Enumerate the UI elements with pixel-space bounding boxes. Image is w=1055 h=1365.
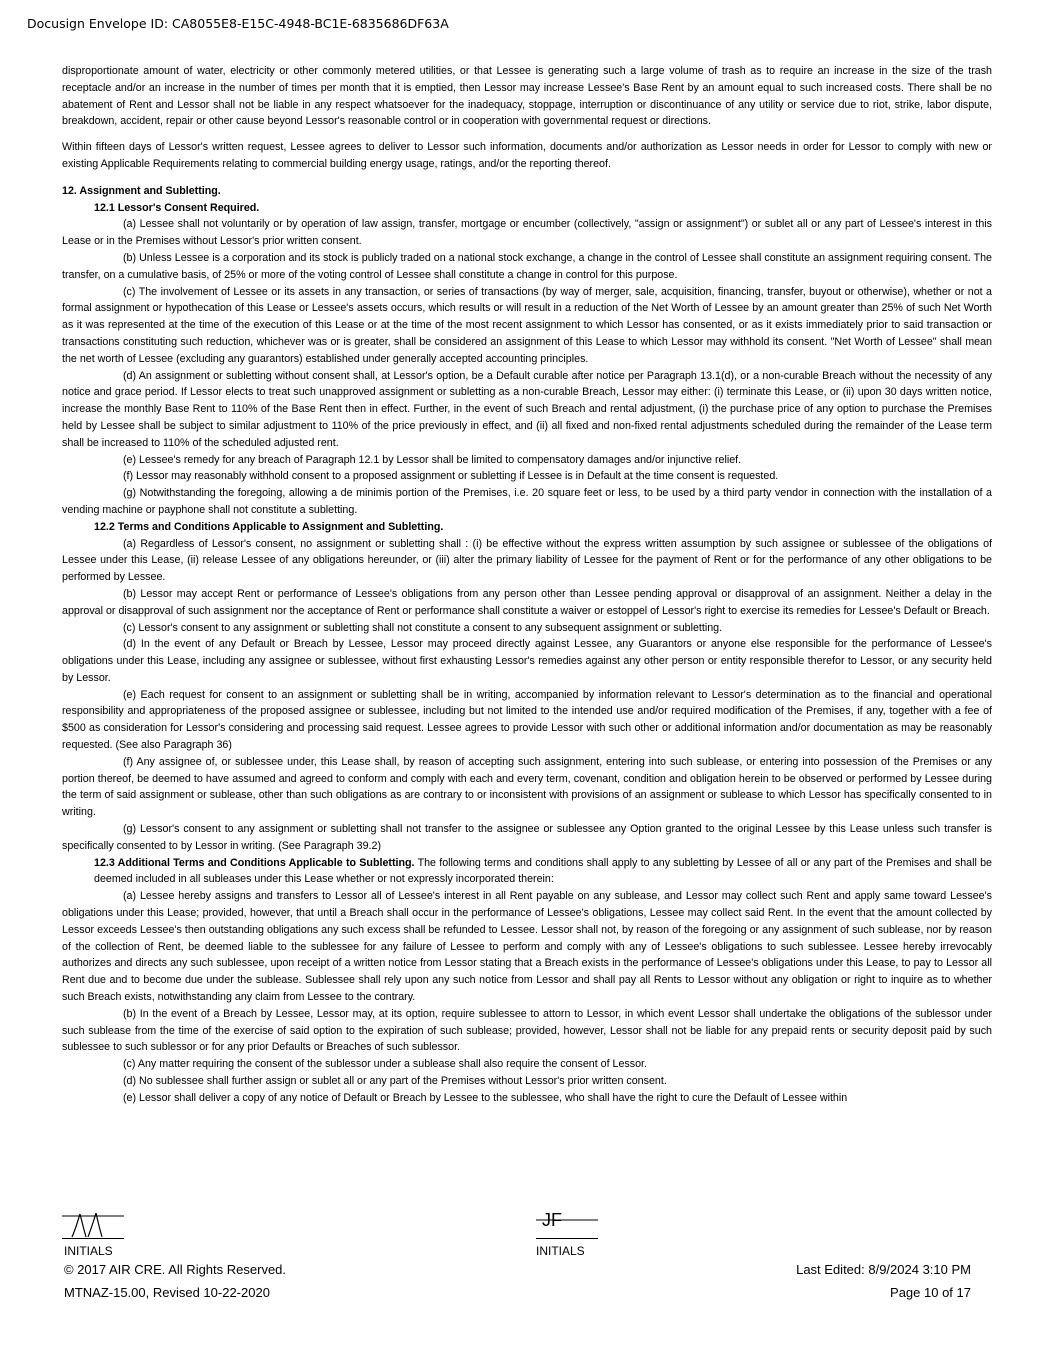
initials-signature-left [62,1208,124,1238]
section-12-3-c: (c) Any matter requiring the consent of the sublessor under a sublease shall also require the consent of Lessor. [123,1058,647,1071]
section-12-2-b: (b) Lessor may accept Rent or performance of Lessee's obligations from any person other than Lessee pending approval or disapproval of an assignment. Neither a delay in the approval or disapproval of such assignment nor the acceptance of Rent or performance shall constitute a waiver or estoppel of Lessor's right to exercise its remedies for Lessee's Default or Breach. [62,587,992,617]
section-12-1-heading: 12.1 Lessor's Consent Required. [94,201,260,214]
section-12-3-e: (e) Lessor shall deliver a copy of any notice of Default or Breach by Lessee to the sublessee, who shall have the right to cure the Default of Lessee within [123,1091,848,1104]
section-12-2-d: (d) In the event of any Default or Breach by Lessee, Lessor may proceed directly against Lessee, any Guarantors or anyone else responsible for the performance of Lessee's obligations under this Lease, including any assignee or sublessee, without first exhausting Lessor's remedies against any other person or entity responsible therefor to Lessor, or any security held by Lessor. [62,638,992,684]
section-12-1-e: (e) Lessee's remedy for any breach of Paragraph 12.1 by Lessor shall be limited to compensatory damages and/or injunctive relief. [123,453,742,466]
section-12-3-a: (a) Lessee hereby assigns and transfers to Lessor all of Lessee's interest in all Rent payable on any sublease, and Lessor may collect such Rent and apply same toward Lessee's obligations under this Lease; provided, however, that until a Breach shall occur in the performance of Lessee's obligations, Lessee may collect said Rent. In the event that the amount collected by Lessor exceeds Lessee's then outstanding obligations any such excess shall be refunded to Lessee. Lessor shall not, by reason of the foregoing or any assignment of such sublease, nor by reason of the collection of Rent, be deemed liable to the sublessee for any failure of Lessee to perform and comply with any of Lessee's obligations to such sublessee. Lessee hereby irrevocably authorizes and directs any such sublessee, upon receipt of a written notice from Lessor stating that a Breach exists in the performance of Lessee's obligations under this Lease, to pay to Lessor all Rent due and to become due under the sublease. Sublessee shall rely upon any such notice from Lessor and shall pay all Rents to Lessor without any obligation or right to inquire as to whether such Breach exists, notwithstanding any claim from Lessee to the contrary. [62,890,992,1004]
section-12-1-b: (b) Unless Lessee is a corporation and its stock is publicly traded on a national stock exchange, a change in the control of Lessee shall constitute an assignment requiring consent. The transfer, on a cumulative basis, of 25% or more of the voting control of Lessee shall constitute a change in control for this purpose. [62,251,992,281]
form-id-text: MTNAZ-15.00, Revised 10-22-2020 [64,1285,270,1300]
section-12-2-g: (g) Lessor's consent to any assignment or subletting shall not transfer to the assignee or sublessee any Option granted to the original Lessee by this Lease unless such transfer is specifically consented to by Lessor in writing. (See Paragraph 39.2) [62,823,992,852]
section-12-3-paragraph [62,855,992,889]
section-12-3-b: (b) In the event of a Breach by Lessee, Lessor may, at its option, require sublessee to attorn to Lessor, in which event Lessor shall undertake the obligations of the sublessor under such sublease from the time of the exercise of said option to the expiration of such sublease; provided, however, Lessor shall not be liable for any prepaid rents or security deposit paid by such sublessee to such sublessor or for any prior Defaults or Breaches of such sublessor. [62,1007,992,1054]
paragraph-intro: disproportionate amount of water, electricity or other commonly metered utilities, or that Lessee is generating such a large volume of trash as to require an increase in the size of the trash receptacle and/or an increase in the number of times per month that it is emptied, then Lessor may increase Lessee's Base Rent by an amount equal to such increased costs. There shall be no abatement of Rent and Lessor shall not be liable in any respect whatsoever for the inadequacy, stoppage, interruption or discontinuance of any utility or service due to riot, strike, labor dispute, breakdown, accident, repair or other cause beyond Lessor's reasonable control or in cooperation with governmental request or directions. [62,65,992,128]
section-12-1-d: (d) An assignment or subletting without consent shall, at Lessor's option, be a Default curable after notice per Paragraph 13.1(d), or a non-curable Breach without the necessity of any notice and grace period. If Lessor elects to treat such unapproved assignment or subletting as a non-curable Breach, Lessor may either: (i) terminate this Lease, or (ii) upon 30 days written notice, increase the monthly Base Rent to 110% of the Base Rent then in effect. Further, in the event of such Breach and rental adjustment, (i) the purchase price of any option to purchase the Premises held by Lessee shall be subject to similar adjustment to 110% of the price previously in effect, and (ii) all fixed and non-fixed rental adjustments scheduled during the remainder of the Lease term shall be increased to 110% of the scheduled adjusted rent. [62,369,992,449]
document-body [62,63,992,1107]
section-12-2-e: (e) Each request for consent to an assignment or subletting shall be in writing, accompanied by information relevant to Lessor's determination as to the financial and operational responsibility and appropriateness of the proposed assignee or sublessee, including but not limited to the intended use and/or required modification of the Premises, if any, together with a fee of $500 as consideration for Lessor's considering and processing said request. Lessee agrees to provide Lessor with such other or additional information and/or documentation as may be reasonably requested. (See also Paragraph 36) [62,688,992,752]
initials-label-right: INITIALS [536,1244,585,1258]
initials-box-right[interactable] [536,1208,598,1239]
copyright-text: © 2017 AIR CRE. All Rights Reserved. [64,1262,287,1277]
initials-box-left[interactable] [62,1208,124,1239]
section-12-1-g: (g) Notwithstanding the foregoing, allowing a de minimis portion of the Premises, i.e. 20 square feet or less, to be used by a third party vendor in connection with the installation of a vending machine or payphone shall not constitute a subletting. [62,487,992,516]
section-12-2-f: (f) Any assignee of, or sublessee under, this Lease shall, by reason of accepting such assignment, entering into such sublease, or entering into possession of the Premises or any portion thereof, be deemed to have assumed and agreed to conform and comply with each and every term, covenant, condition and obligation herein to be observed or performed by Lessee during the term of said assignment or sublease, other than such obligations as are contrary to or inconsistent with provisions of an assignment or sublease to which Lessor has specifically consented to in writing. [62,755,992,819]
section-12-2-heading: 12.2 Terms and Conditions Applicable to Assignment and Subletting. [94,520,444,533]
section-12-2-a: (a) Regardless of Lessor's consent, no assignment or subletting shall : (i) be effective without the express written assumption by such assignee or sublessee of the obligations of Lessee under this Lease, (ii) release Lessee of any obligations hereunder, or (iii) alter the primary liability of Lessee for the payment of Rent or for the performance of any other obligations to be performed by Lessee. [62,537,992,584]
section-12-2-c: (c) Lessor's consent to any assignment or subletting shall not constitute a consent to any subsequent assignment or subletting. [123,621,723,634]
section-12-heading: 12. Assignment and Subletting. [62,184,221,197]
section-12-1-f: (f) Lessor may reasonably withhold consent to a proposed assignment or subletting if Lessee is in Default at the time consent is requested. [123,470,779,483]
section-12-3-d: (d) No sublessee shall further assign or sublet all or any part of the Premises without Lessor's prior written consent. [123,1075,667,1088]
initials-right-text: JF [542,1210,562,1230]
initials-signature-right [536,1208,598,1238]
page-number: Page 10 of 17 [890,1285,971,1300]
paragraph-fifteen-days: Within fifteen days of Lessor's written request, Lessee agrees to deliver to Lessor such information, documents and/or authorization as Lessor needs in order for Lessor to comply with new or existing Applicable Requirements relating to commercial building energy usage, ratings, and/or the reporting thereof. [62,141,992,170]
envelope-id: Docusign Envelope ID: CA8055E8-E15C-4948-BC1E-6835686DF63A [27,16,449,31]
section-12-1-c: (c) The involvement of Lessee or its assets in any transaction, or series of transactions (by way of merger, sale, acquisition, financing, transfer, buyout or otherwise), whether or not a formal assignment or hypothecation of this Lease or Lessee's assets occurs, which results or will result in a reduction of the Net Worth of Lessee by an amount greater than 25% of such Net Worth as it was represented at the time of the execution of this Lease or at the time of the most recent assignment to which Lessor has consented, or as it exists immediately prior to said transaction or transactions constituting such reduction, whichever was or is greater, shall be considered an assignment of this Lease to which Lessor may withhold its consent. "Net Worth of Lessee" shall mean the net worth of Lessee (excluding any guarantors) established under generally accepted accounting principles. [62,285,992,365]
section-12-1-a: (a) Lessee shall not voluntarily or by operation of law assign, transfer, mortgage or encumber (collectively, "assign or assignment") or sublet all or any part of Lessee's interest in this Lease or in the Premises without Lessor's prior written consent. [62,218,992,248]
last-edited-text: Last Edited: 8/9/2024 3:10 PM [796,1262,971,1277]
section-12-3-heading: 12.3 Additional Terms and Conditions Applicable to Subletting. [94,856,415,869]
initials-label-left: INITIALS [64,1244,113,1258]
section-12-3-intro: The following terms and conditions shall apply to any subletting by Lessee of all or any part of the Premises and shall be deemed included in all subleases under this Lease whether or not expressly incorporated therein: [94,856,992,886]
